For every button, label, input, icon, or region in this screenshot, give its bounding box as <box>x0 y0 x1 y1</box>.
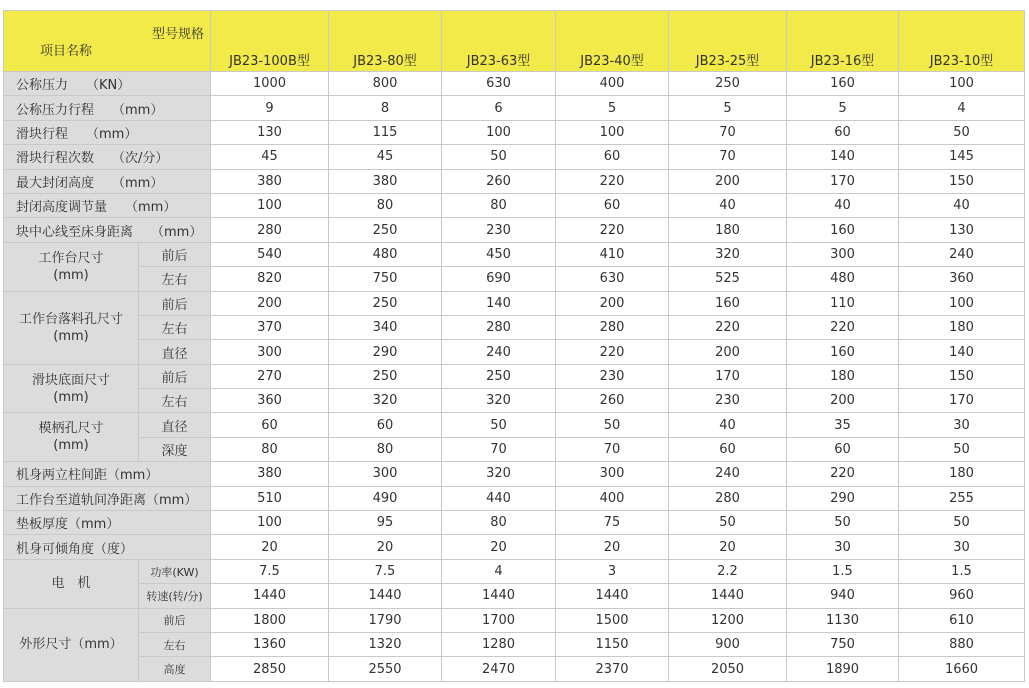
value-cell: 50 <box>669 511 787 535</box>
value-cell: 230 <box>442 218 556 242</box>
value-cell: 400 <box>556 72 669 96</box>
value-cell: 450 <box>442 242 556 266</box>
corner-model-label: 型号规格 <box>151 27 204 42</box>
value-cell: 60 <box>669 437 787 461</box>
value-cell: 240 <box>442 340 556 364</box>
value-cell: 50 <box>899 437 1025 461</box>
spec-table <box>3 10 1025 682</box>
value-cell: 5 <box>556 96 669 120</box>
value-cell: 320 <box>442 389 556 413</box>
spec-row <box>4 608 1025 632</box>
value-cell: 1280 <box>442 633 556 657</box>
value-cell: 540 <box>211 242 329 266</box>
spec-row <box>4 511 1025 535</box>
value-cell: 145 <box>899 145 1025 169</box>
sub-label: 前后 <box>139 364 211 388</box>
spec-row <box>4 267 1025 291</box>
value-cell: 1440 <box>669 584 787 608</box>
value-cell: 440 <box>442 486 556 510</box>
spec-row <box>4 535 1025 559</box>
spec-row <box>4 169 1025 193</box>
group-label-unit: (mm) <box>53 389 89 405</box>
row-label-unit: （mm） <box>125 200 177 216</box>
value-cell: 20 <box>442 535 556 559</box>
value-cell: 180 <box>899 462 1025 486</box>
group-label <box>4 242 139 291</box>
value-cell: 70 <box>669 120 787 144</box>
row-label: 机身两立柱间距（mm） <box>4 462 211 486</box>
value-cell: 40 <box>669 193 787 217</box>
value-cell: 4 <box>899 96 1025 120</box>
spec-row <box>4 340 1025 364</box>
sub-label: 左右 <box>139 267 211 291</box>
value-cell: 370 <box>211 315 329 339</box>
value-cell: 30 <box>899 413 1025 437</box>
value-cell: 1440 <box>556 584 669 608</box>
sub-label: 转速(转/分) <box>139 584 211 608</box>
value-cell: 1890 <box>787 657 899 682</box>
value-cell: 630 <box>556 267 669 291</box>
value-cell: 5 <box>669 96 787 120</box>
value-cell: 900 <box>669 633 787 657</box>
value-cell: 80 <box>442 511 556 535</box>
header-corner <box>4 11 211 72</box>
group-label-text: 滑块底面尺寸 <box>31 372 110 388</box>
value-cell: 130 <box>211 120 329 144</box>
value-cell: 240 <box>899 242 1025 266</box>
value-cell: 130 <box>899 218 1025 242</box>
value-cell: 3 <box>556 559 669 583</box>
value-cell: 5 <box>787 96 899 120</box>
spec-row <box>4 633 1025 657</box>
value-cell: 1.5 <box>899 559 1025 583</box>
sub-label: 前后 <box>139 608 211 632</box>
value-cell: 100 <box>899 291 1025 315</box>
value-cell: 230 <box>669 389 787 413</box>
value-cell: 1800 <box>211 608 329 632</box>
row-label-text: 最大封闭高度 <box>16 175 95 191</box>
spec-row <box>4 364 1025 388</box>
value-cell: 280 <box>669 486 787 510</box>
value-cell: 1000 <box>211 72 329 96</box>
row-label-text: 块中心线至床身距离 <box>16 224 134 240</box>
value-cell: 160 <box>787 218 899 242</box>
row-label-text: 滑块行程次数 <box>16 151 95 167</box>
value-cell: 70 <box>556 437 669 461</box>
group-label <box>4 364 139 413</box>
value-cell: 220 <box>787 462 899 486</box>
spec-row <box>4 437 1025 461</box>
value-cell: 630 <box>442 72 556 96</box>
value-cell: 4 <box>442 559 556 583</box>
value-cell: 180 <box>787 364 899 388</box>
spec-row <box>4 291 1025 315</box>
value-cell: 2370 <box>556 657 669 682</box>
model-header: JB23-40型 <box>556 11 669 72</box>
value-cell: 1440 <box>211 584 329 608</box>
group-label: 电 机 <box>4 559 139 608</box>
value-cell: 320 <box>669 242 787 266</box>
value-cell: 220 <box>556 169 669 193</box>
value-cell: 60 <box>787 437 899 461</box>
value-cell: 1440 <box>442 584 556 608</box>
spec-row <box>4 389 1025 413</box>
value-cell: 290 <box>329 340 442 364</box>
value-cell: 140 <box>899 340 1025 364</box>
value-cell: 250 <box>669 72 787 96</box>
value-cell: 170 <box>787 169 899 193</box>
value-cell: 45 <box>329 145 442 169</box>
value-cell: 610 <box>899 608 1025 632</box>
value-cell: 100 <box>899 72 1025 96</box>
spec-row <box>4 559 1025 583</box>
row-label-text: 滑块行程 <box>16 126 69 142</box>
value-cell: 1660 <box>899 657 1025 682</box>
value-cell: 1320 <box>329 633 442 657</box>
spec-row <box>4 462 1025 486</box>
value-cell: 320 <box>329 389 442 413</box>
value-cell: 80 <box>329 437 442 461</box>
value-cell: 140 <box>787 145 899 169</box>
value-cell: 95 <box>329 511 442 535</box>
value-cell: 20 <box>329 535 442 559</box>
value-cell: 8 <box>329 96 442 120</box>
value-cell: 380 <box>211 462 329 486</box>
value-cell: 50 <box>442 145 556 169</box>
value-cell: 30 <box>899 535 1025 559</box>
spec-row <box>4 96 1025 120</box>
value-cell: 1790 <box>329 608 442 632</box>
sub-label: 前后 <box>139 242 211 266</box>
value-cell: 300 <box>556 462 669 486</box>
value-cell: 360 <box>899 267 1025 291</box>
row-label <box>4 72 211 96</box>
value-cell: 180 <box>669 218 787 242</box>
value-cell: 30 <box>787 535 899 559</box>
sub-label: 左右 <box>139 389 211 413</box>
model-header: JB23-80型 <box>329 11 442 72</box>
value-cell: 260 <box>556 389 669 413</box>
value-cell: 160 <box>787 72 899 96</box>
value-cell: 280 <box>211 218 329 242</box>
value-cell: 200 <box>556 291 669 315</box>
group-label: 外形尺寸（mm） <box>4 608 139 681</box>
value-cell: 280 <box>442 315 556 339</box>
value-cell: 220 <box>669 315 787 339</box>
value-cell: 35 <box>787 413 899 437</box>
value-cell: 150 <box>899 364 1025 388</box>
value-cell: 1130 <box>787 608 899 632</box>
spec-row <box>4 145 1025 169</box>
row-label-unit: （mm） <box>86 126 138 142</box>
value-cell: 940 <box>787 584 899 608</box>
value-cell: 250 <box>329 218 442 242</box>
value-cell: 410 <box>556 242 669 266</box>
group-label-unit: (mm) <box>53 267 89 283</box>
value-cell: 300 <box>329 462 442 486</box>
row-label-text: 封闭高度调节量 <box>16 200 108 216</box>
value-cell: 240 <box>669 462 787 486</box>
value-cell: 220 <box>787 315 899 339</box>
row-label <box>4 193 211 217</box>
row-label-unit: （次/分） <box>112 151 169 167</box>
spec-row <box>4 413 1025 437</box>
value-cell: 320 <box>442 462 556 486</box>
value-cell: 60 <box>329 413 442 437</box>
row-label-unit: （KN） <box>86 78 131 94</box>
value-cell: 2470 <box>442 657 556 682</box>
value-cell: 50 <box>899 120 1025 144</box>
row-label <box>4 169 211 193</box>
value-cell: 60 <box>556 145 669 169</box>
spec-row <box>4 193 1025 217</box>
group-label <box>4 291 139 364</box>
value-cell: 20 <box>669 535 787 559</box>
sub-label: 深度 <box>139 437 211 461</box>
value-cell: 50 <box>899 511 1025 535</box>
value-cell: 270 <box>211 364 329 388</box>
value-cell: 80 <box>211 437 329 461</box>
value-cell: 110 <box>787 291 899 315</box>
value-cell: 2550 <box>329 657 442 682</box>
row-label-unit: （mm） <box>112 175 164 191</box>
row-label <box>4 218 211 242</box>
value-cell: 480 <box>329 242 442 266</box>
group-label-text: 工作台落料孔尺寸 <box>18 311 123 327</box>
value-cell: 50 <box>556 413 669 437</box>
value-cell: 1200 <box>669 608 787 632</box>
value-cell: 1360 <box>211 633 329 657</box>
header-row <box>4 11 1025 72</box>
row-label <box>4 120 211 144</box>
sub-label: 高度 <box>139 657 211 682</box>
value-cell: 2050 <box>669 657 787 682</box>
model-header: JB23-25型 <box>669 11 787 72</box>
value-cell: 170 <box>899 389 1025 413</box>
value-cell: 6 <box>442 96 556 120</box>
value-cell: 200 <box>669 169 787 193</box>
row-label-text: 公称压力行程 <box>16 102 95 118</box>
value-cell: 9 <box>211 96 329 120</box>
sub-label: 左右 <box>139 633 211 657</box>
value-cell: 960 <box>899 584 1025 608</box>
value-cell: 170 <box>669 364 787 388</box>
value-cell: 200 <box>787 389 899 413</box>
spec-row <box>4 584 1025 608</box>
spec-row <box>4 657 1025 682</box>
group-label-unit: (mm) <box>53 438 89 454</box>
spec-row <box>4 315 1025 339</box>
sub-label: 直径 <box>139 340 211 364</box>
value-cell: 40 <box>669 413 787 437</box>
spec-row <box>4 120 1025 144</box>
value-cell: 360 <box>211 389 329 413</box>
sub-label: 功率(KW) <box>139 559 211 583</box>
value-cell: 250 <box>329 291 442 315</box>
value-cell: 380 <box>329 169 442 193</box>
value-cell: 880 <box>899 633 1025 657</box>
value-cell: 60 <box>556 193 669 217</box>
spec-row <box>4 486 1025 510</box>
group-label-text: 工作台尺寸 <box>38 250 104 266</box>
value-cell: 115 <box>329 120 442 144</box>
value-cell: 50 <box>442 413 556 437</box>
value-cell: 510 <box>211 486 329 510</box>
value-cell: 490 <box>329 486 442 510</box>
row-label-unit: （mm） <box>151 224 203 240</box>
value-cell: 1500 <box>556 608 669 632</box>
value-cell: 75 <box>556 511 669 535</box>
value-cell: 1150 <box>556 633 669 657</box>
value-cell: 20 <box>556 535 669 559</box>
value-cell: 80 <box>329 193 442 217</box>
spec-row <box>4 72 1025 96</box>
value-cell: 70 <box>442 437 556 461</box>
group-label-text: 模柄孔尺寸 <box>38 421 104 437</box>
value-cell: 7.5 <box>211 559 329 583</box>
row-label: 垫板厚度（mm） <box>4 511 211 535</box>
value-cell: 820 <box>211 267 329 291</box>
model-header: JB23-16型 <box>787 11 899 72</box>
value-cell: 230 <box>556 364 669 388</box>
value-cell: 80 <box>442 193 556 217</box>
row-label <box>4 145 211 169</box>
value-cell: 100 <box>211 193 329 217</box>
value-cell: 150 <box>899 169 1025 193</box>
value-cell: 690 <box>442 267 556 291</box>
value-cell: 1440 <box>329 584 442 608</box>
value-cell: 260 <box>442 169 556 193</box>
value-cell: 290 <box>787 486 899 510</box>
row-label-text: 公称压力 <box>16 78 69 94</box>
value-cell: 200 <box>669 340 787 364</box>
value-cell: 100 <box>211 511 329 535</box>
value-cell: 480 <box>787 267 899 291</box>
model-header: JB23-10型 <box>899 11 1025 72</box>
spec-row <box>4 242 1025 266</box>
value-cell: 255 <box>899 486 1025 510</box>
value-cell: 100 <box>556 120 669 144</box>
group-label <box>4 413 139 462</box>
value-cell: 750 <box>787 633 899 657</box>
sub-label: 前后 <box>139 291 211 315</box>
value-cell: 250 <box>442 364 556 388</box>
value-cell: 250 <box>329 364 442 388</box>
value-cell: 750 <box>329 267 442 291</box>
value-cell: 40 <box>899 193 1025 217</box>
row-label: 机身可倾角度（度） <box>4 535 211 559</box>
value-cell: 70 <box>669 145 787 169</box>
spec-row <box>4 218 1025 242</box>
value-cell: 340 <box>329 315 442 339</box>
model-header: JB23-100B型 <box>211 11 329 72</box>
value-cell: 7.5 <box>329 559 442 583</box>
value-cell: 20 <box>211 535 329 559</box>
value-cell: 525 <box>669 267 787 291</box>
corner-item-label: 项目名称 <box>40 44 93 59</box>
value-cell: 1.5 <box>787 559 899 583</box>
value-cell: 45 <box>211 145 329 169</box>
model-header: JB23-63型 <box>442 11 556 72</box>
row-label <box>4 96 211 120</box>
value-cell: 2.2 <box>669 559 787 583</box>
value-cell: 40 <box>787 193 899 217</box>
row-label-unit: （mm） <box>112 102 164 118</box>
value-cell: 300 <box>787 242 899 266</box>
value-cell: 300 <box>211 340 329 364</box>
value-cell: 380 <box>211 169 329 193</box>
value-cell: 1700 <box>442 608 556 632</box>
value-cell: 60 <box>211 413 329 437</box>
value-cell: 160 <box>787 340 899 364</box>
value-cell: 400 <box>556 486 669 510</box>
value-cell: 60 <box>787 120 899 144</box>
value-cell: 50 <box>787 511 899 535</box>
value-cell: 800 <box>329 72 442 96</box>
value-cell: 2850 <box>211 657 329 682</box>
sub-label: 直径 <box>139 413 211 437</box>
value-cell: 140 <box>442 291 556 315</box>
value-cell: 100 <box>442 120 556 144</box>
row-label: 工作台至道轨间净距离（mm） <box>4 486 211 510</box>
value-cell: 160 <box>669 291 787 315</box>
value-cell: 280 <box>556 315 669 339</box>
value-cell: 200 <box>211 291 329 315</box>
value-cell: 220 <box>556 218 669 242</box>
sub-label: 左右 <box>139 315 211 339</box>
value-cell: 180 <box>899 315 1025 339</box>
group-label-unit: (mm) <box>53 328 89 344</box>
value-cell: 220 <box>556 340 669 364</box>
